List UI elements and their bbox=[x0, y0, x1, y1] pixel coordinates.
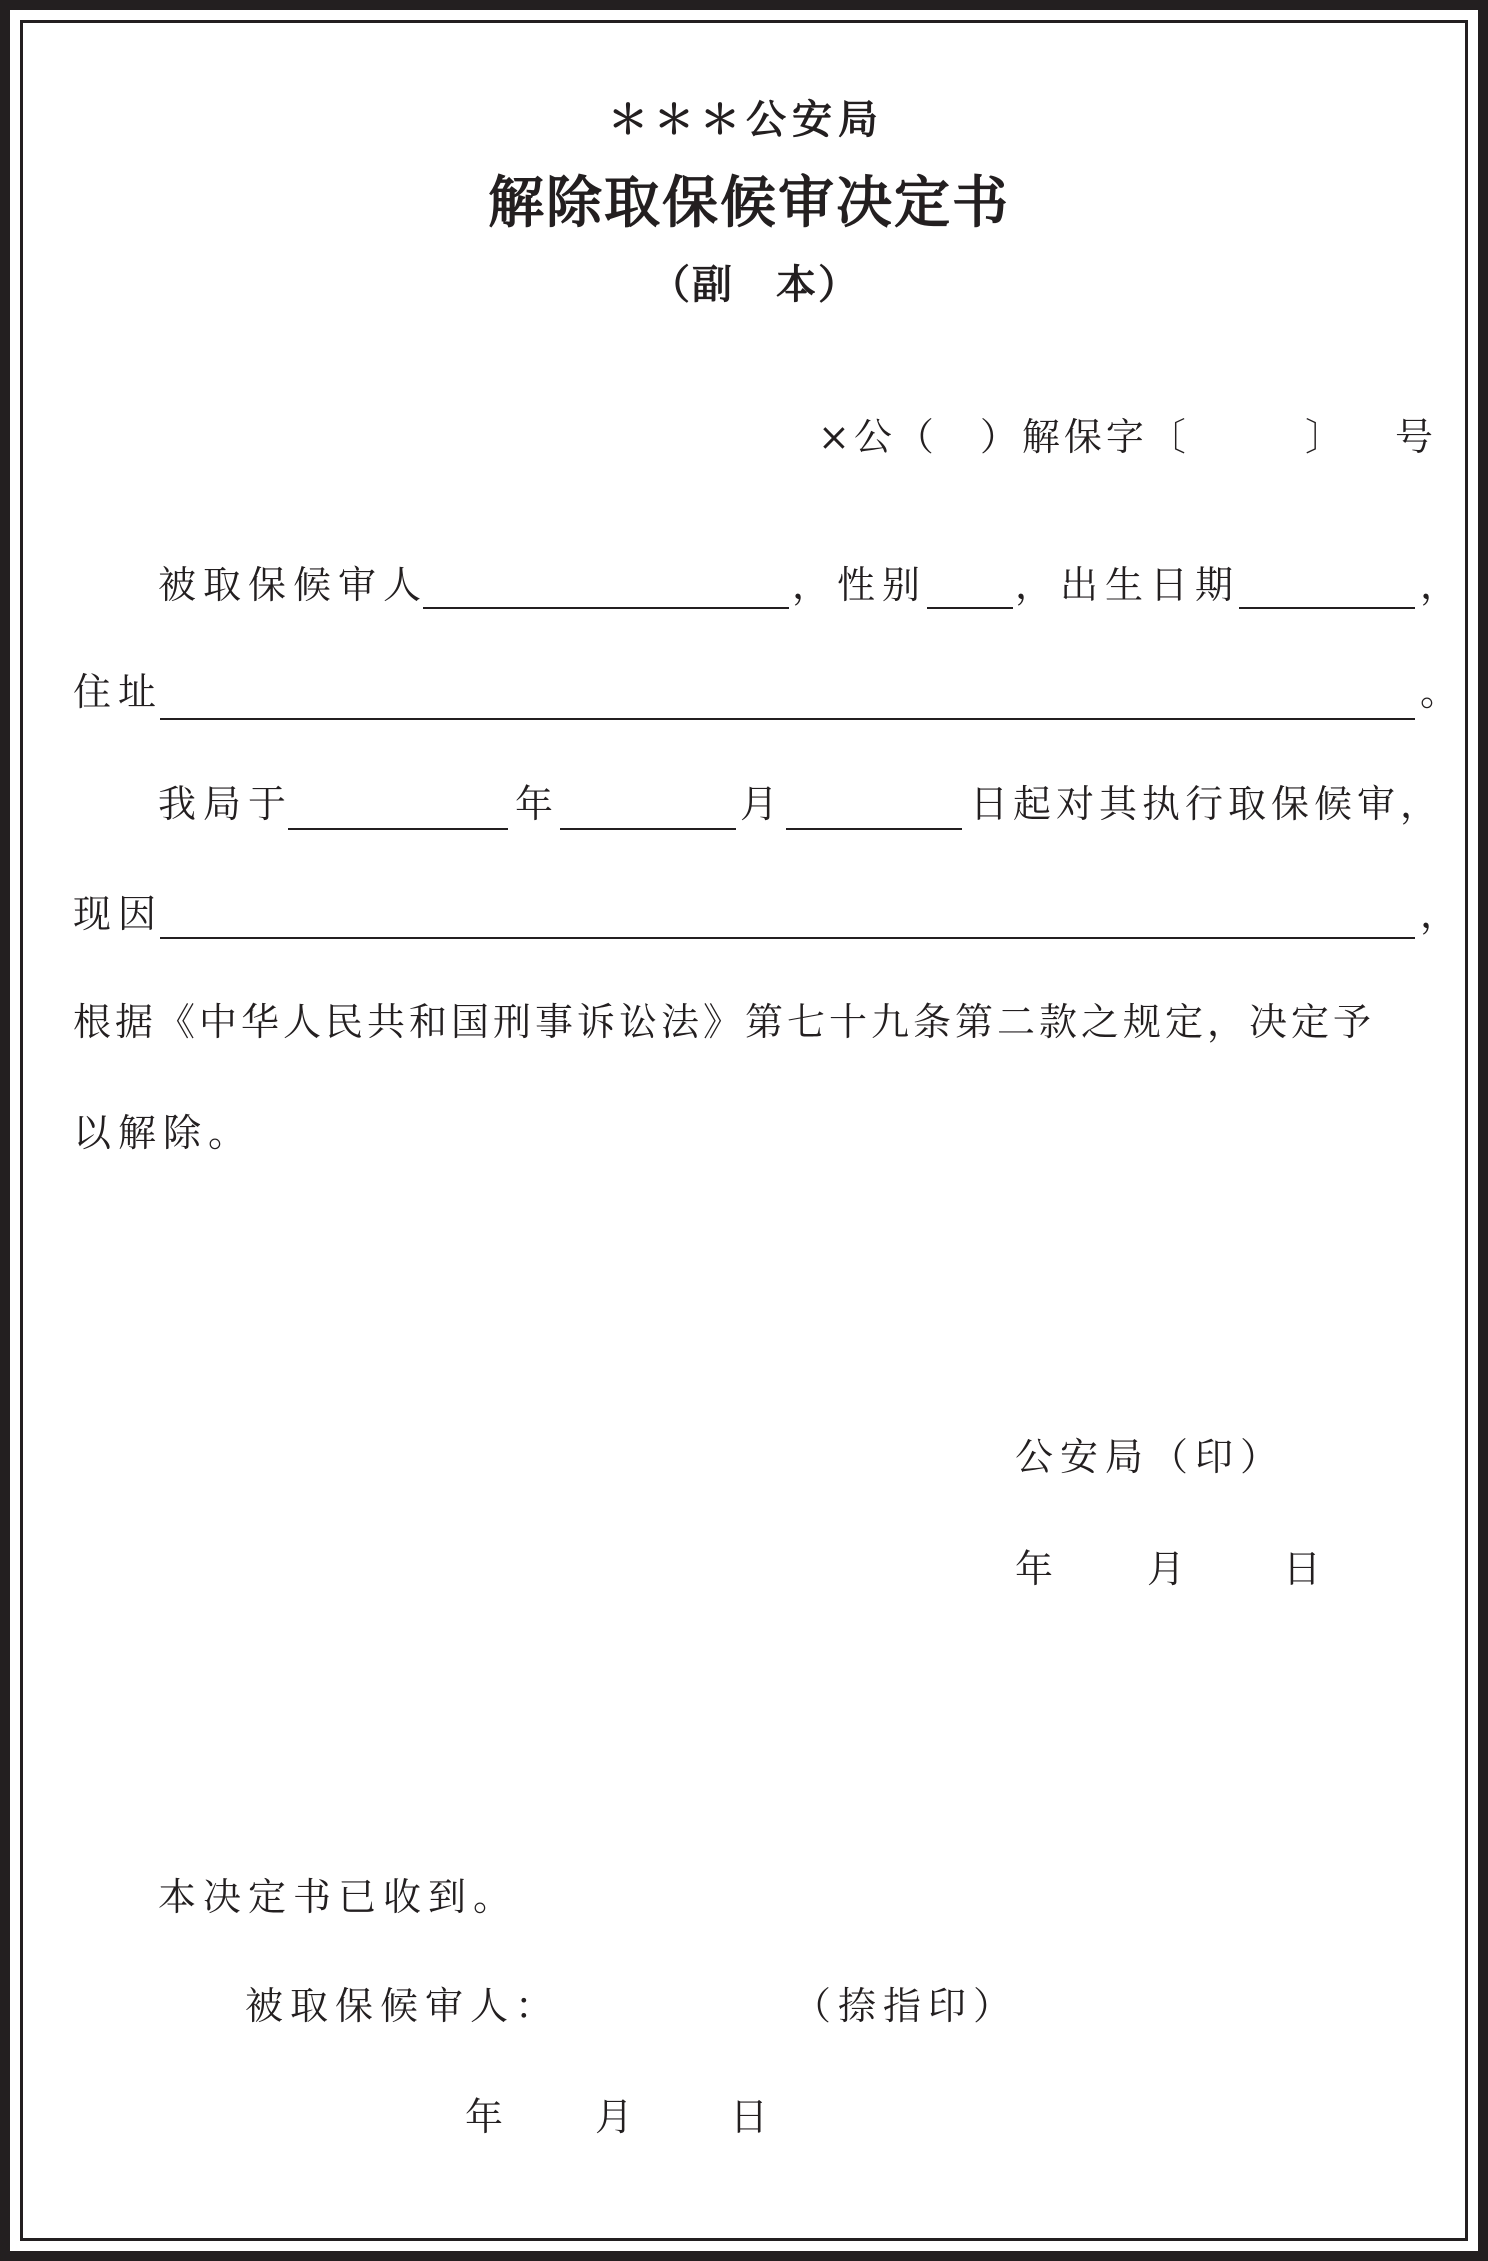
line1-comma: ， bbox=[1420, 563, 1466, 607]
authority-seal: 公安局（印） bbox=[1015, 1435, 1286, 1479]
decision-end: 以解除。 bbox=[73, 1111, 254, 1155]
doc-number-close: 〕 bbox=[1305, 415, 1351, 459]
birth-date-blank[interactable] bbox=[1239, 607, 1415, 609]
gender-blank[interactable] bbox=[927, 607, 1013, 609]
suspect-label: 被取保候审人 bbox=[158, 563, 429, 607]
address-blank[interactable] bbox=[160, 718, 1415, 720]
reason-comma: ， bbox=[1420, 892, 1466, 936]
receipt-month: 月 bbox=[595, 2095, 641, 2139]
enforce-day-blank[interactable] bbox=[786, 828, 962, 830]
receipt-year: 年 bbox=[465, 2095, 511, 2139]
document-title: 解除取保候审决定书 bbox=[488, 170, 1010, 236]
enforce-month-label: 月 bbox=[740, 782, 786, 826]
address-period: 。 bbox=[1420, 670, 1466, 714]
address-label: 住址 bbox=[73, 670, 164, 714]
signature-day: 日 bbox=[1283, 1547, 1329, 1591]
birth-date-label: ，出生日期 bbox=[1015, 563, 1241, 607]
suspect-name-blank[interactable] bbox=[423, 607, 789, 609]
receipt-statement: 本决定书已收到。 bbox=[158, 1875, 519, 1919]
reason-blank[interactable] bbox=[160, 937, 1415, 939]
copy-type: （副 本） bbox=[650, 261, 860, 308]
doc-number-prefix: ×公（ ）解保字〔 bbox=[818, 415, 1190, 459]
signature-year: 年 bbox=[1015, 1547, 1061, 1591]
enforce-month-blank[interactable] bbox=[560, 828, 736, 830]
gender-label: ，性别 bbox=[792, 563, 928, 607]
doc-number-suffix: 号 bbox=[1395, 415, 1441, 459]
enforce-year-label: 年 bbox=[515, 782, 561, 826]
receipt-day: 日 bbox=[730, 2095, 776, 2139]
enforce-year-blank[interactable] bbox=[288, 828, 508, 830]
enforce-suffix: 日起对其执行取保候审， bbox=[970, 782, 1444, 826]
signature-month: 月 bbox=[1147, 1547, 1193, 1591]
reason-label: 现因 bbox=[73, 892, 164, 936]
legal-basis: 根据《中华人民共和国刑事诉讼法》第七十九条第二款之规定，决定予 bbox=[73, 1000, 1376, 1044]
receipt-suspect-label: 被取保候审人： bbox=[245, 1984, 561, 2028]
fingerprint-label: （捺指印） bbox=[793, 1984, 1019, 2028]
enforce-prefix: 我局于 bbox=[158, 782, 294, 826]
issuer-name: ＊＊＊公安局 bbox=[608, 96, 884, 143]
